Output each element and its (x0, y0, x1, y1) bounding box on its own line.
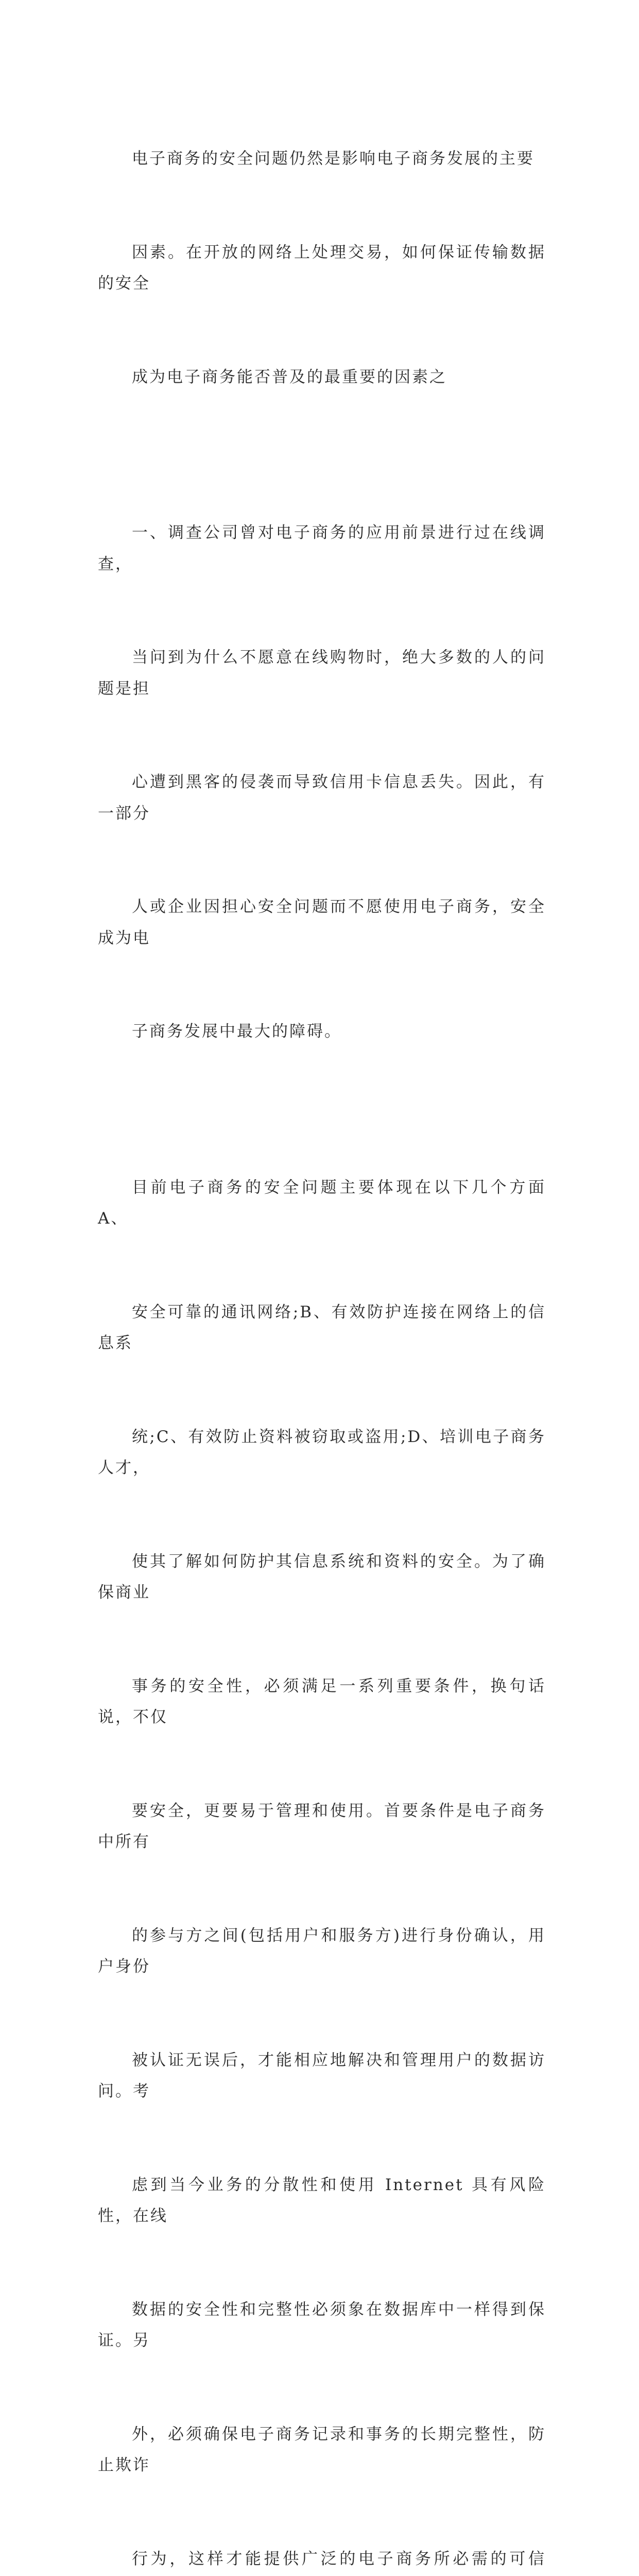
paragraph-line: 安全可靠的通讯网络;B、有效防护连接在网络上的信息系 (98, 1297, 546, 1359)
paragraph-line: 一、调查公司曾对电子商务的应用前景进行过在线调查， (98, 517, 546, 580)
paragraph-line: 行为，这样才能提供广泛的电子商务所必需的可信 (98, 2544, 546, 2576)
paragraph-line: 目前电子商务的安全问题主要体现在以下几个方面 A、 (98, 1172, 546, 1234)
paragraph-line: 虑到当今业务的分散性和使用 Internet 具有风险性，在线 (98, 2170, 546, 2232)
paragraph-line: 使其了解如何防护其信息系统和资料的安全。为了确保商业 (98, 1546, 546, 1608)
paragraph-1 (98, 81, 546, 455)
paragraph-line: 外，必须确保电子商务记录和事务的长期完整性，防止欺诈 (98, 2419, 546, 2481)
document-body (98, 81, 546, 2576)
paragraph-line: 心遭到黑客的侵袭而导致信用卡信息丢失。因此，有一部分 (98, 767, 546, 829)
paragraph-line: 被认证无误后，才能相应地解决和管理用户的数据访问。考 (98, 2045, 546, 2107)
paragraph-line: 人或企业因担心安全问题而不愿使用电子商务，安全成为电 (98, 891, 546, 954)
paragraph-line: 的参与方之间(包括用户和服务方)进行身份确认，用户身份 (98, 1920, 546, 1982)
paragraph-line: 要安全，更要易于管理和使用。首要条件是电子商务中所有 (98, 1795, 546, 1858)
document-page (0, 0, 639, 904)
paragraph-line: 当问到为什么不愿意在线购物时，绝大多数的人的问题是担 (98, 642, 546, 704)
paragraph-line: 电子商务的安全问题仍然是影响电子商务发展的主要 (98, 143, 546, 175)
paragraph-2 (98, 455, 546, 1110)
paragraph-line: 数据的安全性和完整性必须象在数据库中一样得到保证。另 (98, 2294, 546, 2357)
paragraph-line: 成为电子商务能否普及的最重要的因素之 (98, 362, 546, 393)
paragraph-line: 统;C、有效防止资料被窃取或盗用;D、培训电子商务人才， (98, 1421, 546, 1484)
paragraph-3 (98, 1110, 546, 2576)
paragraph-line: 事务的安全性，必须满足一系列重要条件，换句话说，不仅 (98, 1671, 546, 1733)
paragraph-line: 子商务发展中最大的障碍。 (98, 1016, 546, 1047)
paragraph-line: 因素。在开放的网络上处理交易，如何保证传输数据的安全 (98, 237, 546, 299)
